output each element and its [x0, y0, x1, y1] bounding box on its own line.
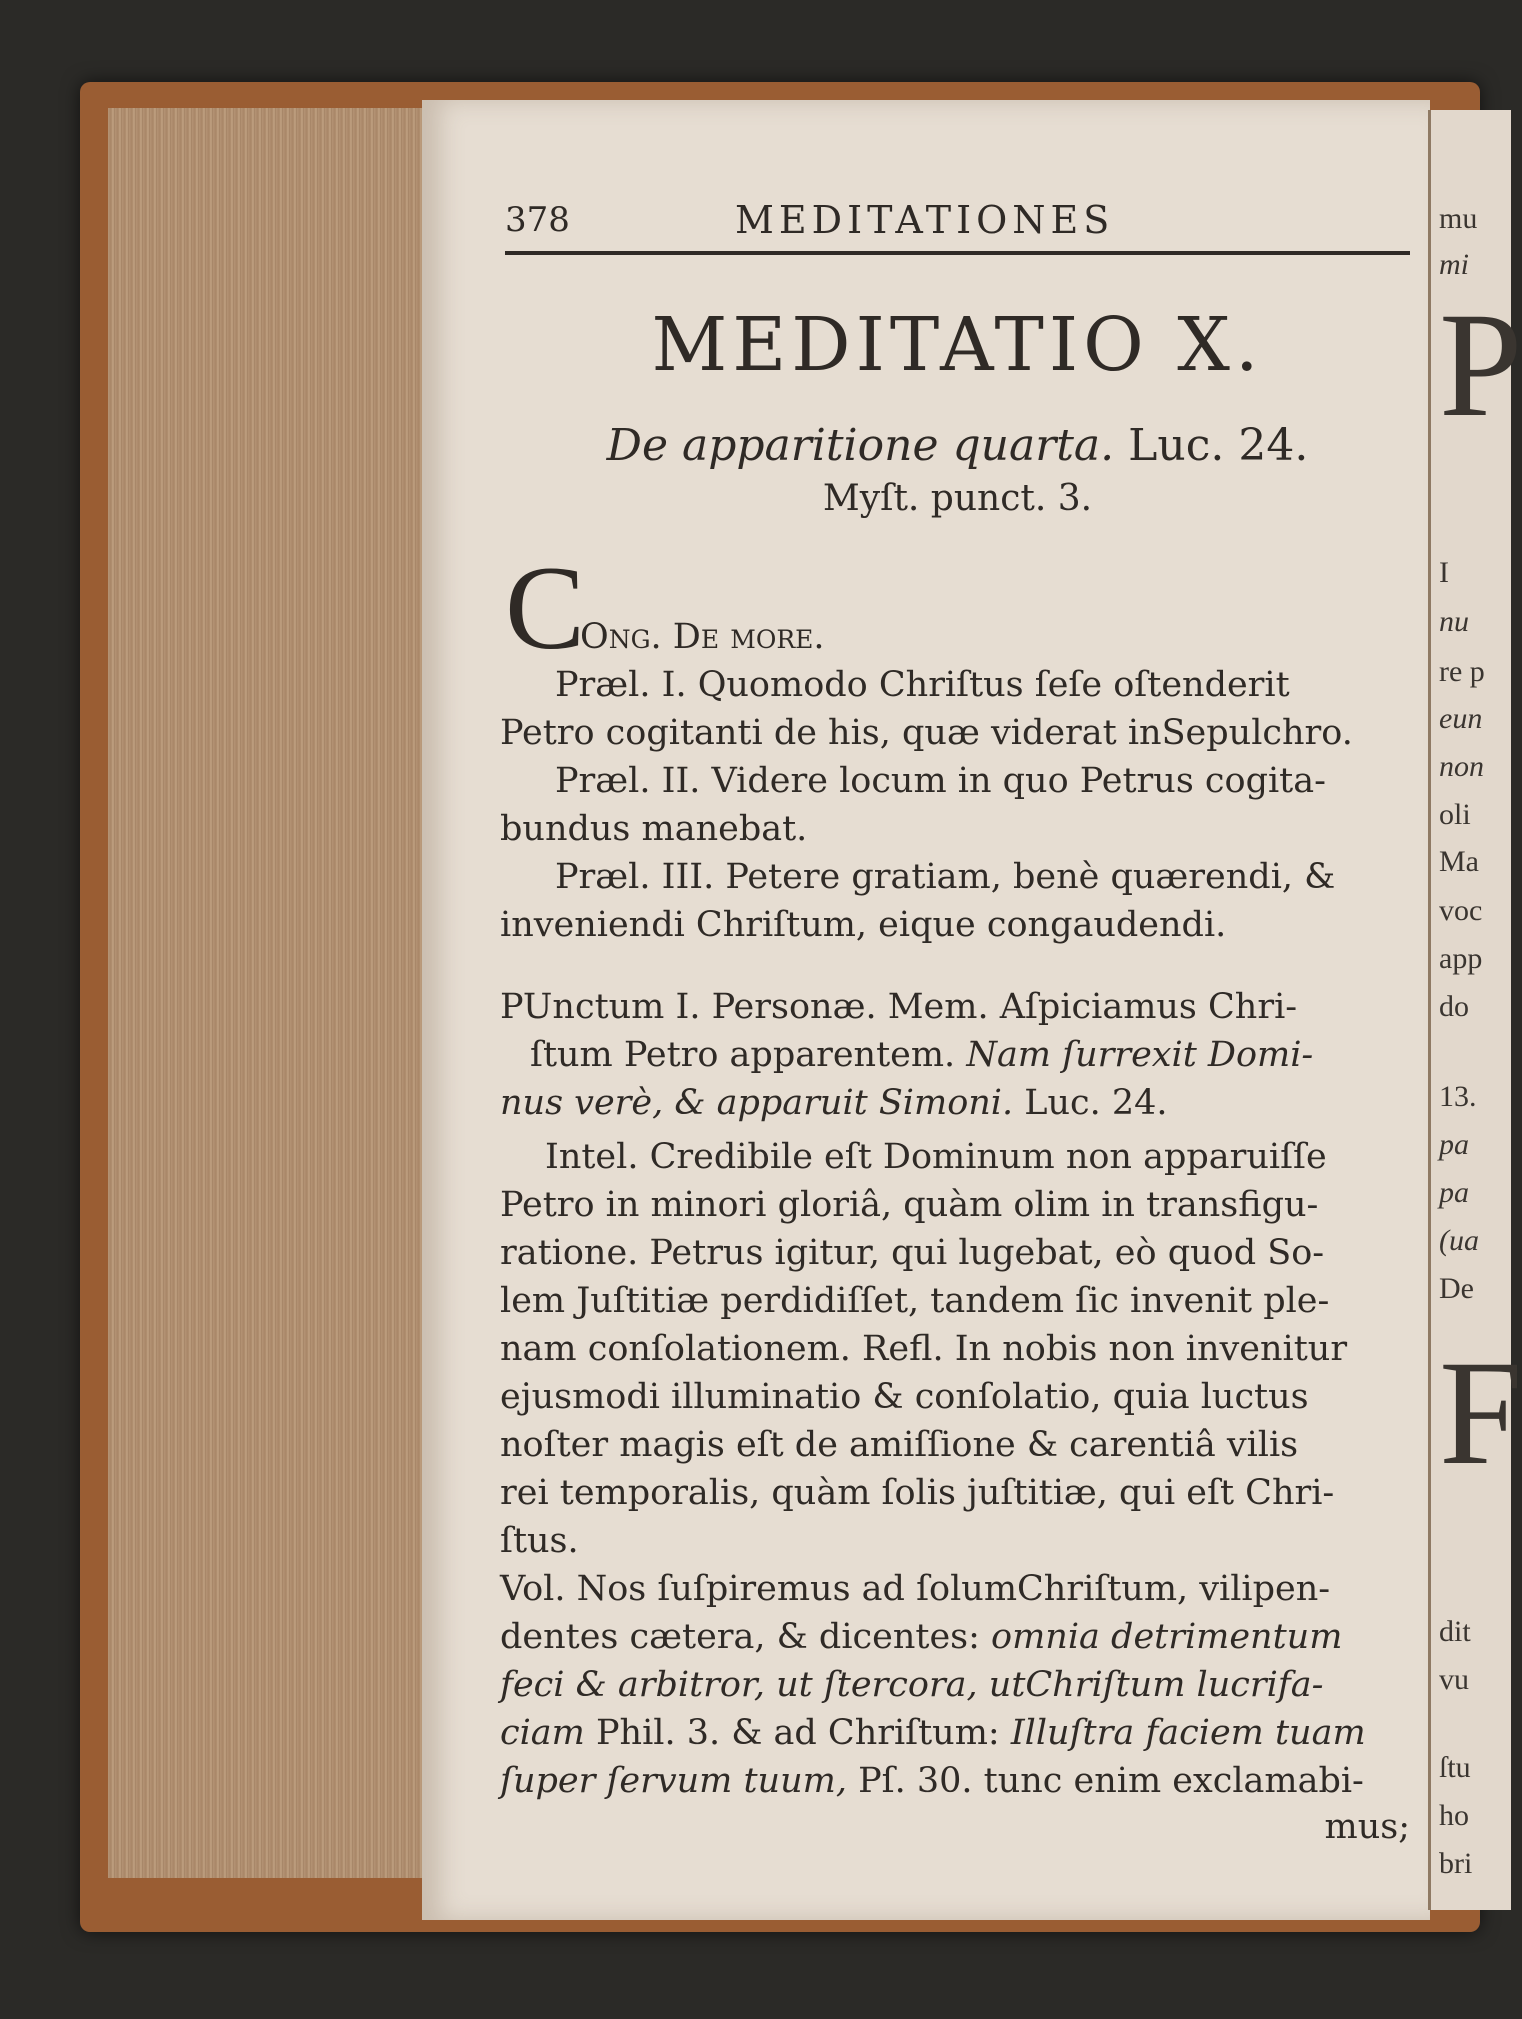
- fragment-text: voc: [1439, 894, 1483, 927]
- intellectus-line: ratione. Petrus igitur, qui lugebat, eò quod So-: [500, 1233, 1325, 1273]
- page-number: 378: [505, 200, 570, 240]
- scripture-quote: omnia detrimentum: [991, 1617, 1343, 1657]
- fragment-text: (ua: [1439, 1224, 1479, 1257]
- voluntas-line-5: [500, 1761, 1410, 1801]
- voluntas-line-1: Vol. Nos ſuſpiremus ad ſolumChriſtum, vilipen-: [500, 1569, 1331, 1609]
- punctum-text: ſtum Petro apparentem.: [530, 1035, 967, 1075]
- adjacent-page-strip: [1428, 110, 1522, 1910]
- fragment-text: nu: [1439, 605, 1469, 638]
- fragment-text: I: [1439, 556, 1449, 589]
- scripture-quote: nus verè, & apparuit Simoni.: [500, 1083, 1014, 1123]
- intellectus-line: ejusmodi illuminatio & conſolatio, quia luctus: [500, 1377, 1309, 1417]
- scripture-quote: Illuſtra faciem tuam: [1010, 1713, 1366, 1753]
- header-rule: [505, 251, 1410, 255]
- punctum-1-line-1: PUnctum I. Personæ. Mem. Aſpiciamus Chri-: [500, 987, 1298, 1027]
- running-title: MEDITATIONES: [735, 198, 1115, 242]
- running-head: [505, 200, 1410, 250]
- fragment-text: ſtu: [1439, 1751, 1471, 1784]
- intellectus-line: nam conſolationem. Refl. In nobis non invenitur: [500, 1329, 1348, 1369]
- fragment-text: Ma: [1439, 845, 1479, 878]
- voluntas-line-3: feci & arbitror, ut ſtercora, utChriſtum lucrifa-: [500, 1665, 1324, 1705]
- fragment-text: app: [1439, 942, 1483, 975]
- fragment-text: 13.: [1439, 1080, 1477, 1113]
- fragment-text: do: [1439, 990, 1469, 1023]
- fragment-text: dit: [1439, 1615, 1471, 1648]
- fragment-text: non: [1439, 750, 1484, 783]
- scripture-quote: ſuper ſervum tuum,: [500, 1761, 847, 1801]
- punctum-1-line-2: [530, 1035, 1410, 1075]
- intellectus-line: rei temporalis, quàm ſolis juſtitiæ, qui eſt Chri-: [500, 1473, 1335, 1513]
- scripture-reference: Pſ. 30. tunc enim exclamabi-: [846, 1761, 1364, 1801]
- fragment-initial: F: [1439, 1330, 1522, 1496]
- fragment-text: mi: [1439, 248, 1469, 281]
- fragment-text: re p: [1439, 655, 1485, 688]
- praeludium-2-line-2: bundus manebat.: [500, 809, 808, 849]
- fragment-text: eun: [1439, 702, 1483, 735]
- fragment-text: pa: [1439, 1128, 1469, 1161]
- intellectus-line: Petro in minori gloriâ, quàm olim in transfigu-: [500, 1185, 1319, 1225]
- subtitle-reference: Luc. 24.: [1128, 420, 1309, 471]
- praeludium-2-line-1: Præl. II. Videre locum in quo Petrus cogita-: [555, 761, 1326, 801]
- intellectus-line: ſtus.: [500, 1521, 579, 1561]
- fragment-text: oli: [1439, 798, 1471, 831]
- praeludium-1-line-2: Petro cogitanti de his, quæ viderat inSepulchro.: [500, 713, 1353, 753]
- scripture-quote: Nam ſurrexit Domi-: [966, 1035, 1314, 1075]
- voluntas-text: dentes cætera, & dicentes:: [500, 1617, 992, 1657]
- scripture-quote: ciam: [500, 1713, 585, 1753]
- voluntas-line-2: [500, 1617, 1410, 1657]
- scripture-reference: Phil. 3. & ad Chriſtum:: [584, 1713, 1011, 1753]
- fragment-text: ho: [1439, 1799, 1469, 1832]
- scripture-reference: Luc. 24.: [1013, 1083, 1168, 1123]
- praeludium-1-line-1: Præl. I. Quomodo Chriſtus ſeſe oſtenderit: [555, 665, 1290, 705]
- praeludium-3-line-2: inveniendi Chriſtum, eique congaudendi.: [500, 905, 1227, 945]
- meditation-title: MEDITATIO X.: [651, 302, 1264, 388]
- drop-cap: C: [505, 541, 586, 674]
- praeludium-3-line-1: Præl. III. Petere gratiam, benè quærendi, &: [555, 857, 1336, 897]
- meditation-subtitle: [505, 420, 1410, 471]
- catchword: mus;: [1324, 1807, 1410, 1847]
- subtitle-main: De apparitione quarta.: [606, 420, 1115, 471]
- punctum-1-line-3: [500, 1083, 1410, 1123]
- fragment-initial: P: [1439, 282, 1522, 448]
- intellectus-line: lem Juſtitiæ perdidiſſet, tandem ſic invenit ple-: [500, 1281, 1330, 1321]
- subtitle-mystery-line: Myſt. punct. 3.: [822, 478, 1093, 519]
- page-block-edge: [108, 108, 430, 1878]
- fragment-text: bri: [1439, 1847, 1473, 1880]
- fragment-text: pa: [1439, 1176, 1469, 1209]
- intellectus-line: noſter magis eſt de amiſſione & carentiâ vilis: [500, 1425, 1299, 1465]
- congressio-line: Ong. De more.: [580, 617, 825, 657]
- fragment-text: vu: [1439, 1663, 1469, 1696]
- intellectus-line: Intel. Credibile eſt Dominum non apparuiſſe: [545, 1137, 1327, 1177]
- fragment-text: mu: [1439, 202, 1478, 235]
- fragment-text: De: [1439, 1272, 1474, 1305]
- voluntas-line-4: [500, 1713, 1410, 1753]
